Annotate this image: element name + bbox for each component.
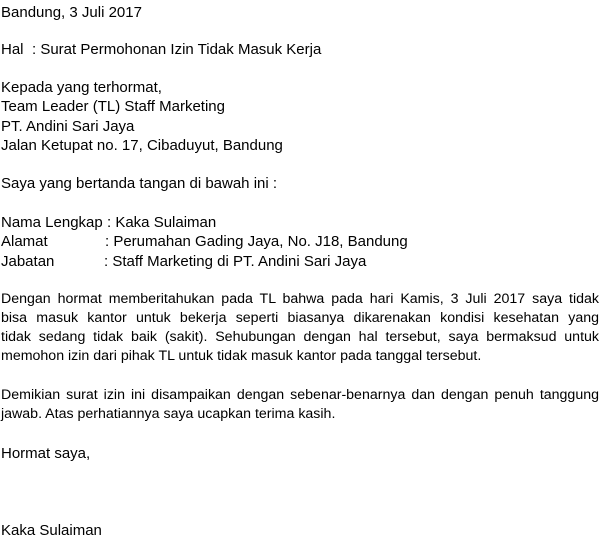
- body-paragraph-2-line: jawab. Atas perhatiannya saya ucapkan terima kasih.: [1, 406, 336, 422]
- identity-row-position: [1, 252, 367, 271]
- identity-row-name: [1, 213, 217, 232]
- address-value: : Perumahan Gading Jaya, No. J18, Bandung: [105, 233, 408, 250]
- recipient-title: Team Leader (TL) Staff Marketing: [1, 98, 225, 115]
- body-paragraph-1-line: Dengan hormat memberitahukan pada TL bahwa pada hari Kamis, 3 Juli 2017 saya tidak: [1, 291, 599, 307]
- address-label: Alamat: [1, 233, 48, 250]
- closing-line: Hormat saya,: [1, 445, 91, 462]
- position-label: Jabatan: [1, 253, 55, 270]
- signature-name: Kaka Sulaiman: [1, 522, 102, 539]
- intro-line: Saya yang bertanda tangan di bawah ini :: [1, 175, 278, 192]
- body-paragraph-1-line: tidak sedang tidak baik (sakit). Sehubungan dengan hal tersebut, saya bermaksud untuk: [1, 329, 599, 345]
- place-date: Bandung, 3 Juli 2017: [1, 4, 142, 21]
- body-paragraph-2: [1, 386, 599, 424]
- recipient-greeting: Kepada yang terhormat,: [1, 79, 162, 96]
- name-label: Nama Lengkap: [1, 214, 103, 231]
- subject-label: Hal: [1, 41, 24, 58]
- body-paragraph-1: [1, 290, 599, 366]
- body-paragraph-1-line: memohon izin dari pihak TL untuk tidak masuk kantor pada tanggal tersebut.: [1, 348, 482, 364]
- subject-text: : Surat Permohonan Izin Tidak Masuk Kerja: [32, 41, 322, 58]
- identity-row-address: [1, 232, 408, 251]
- subject-line: [1, 40, 322, 59]
- body-paragraph-1-line: bisa masuk kantor untuk bekerja seperti biasanya dikarenakan kondisi kesehatan yang: [1, 310, 599, 326]
- name-value: : Kaka Sulaiman: [107, 214, 217, 231]
- recipient-company: PT. Andini Sari Jaya: [1, 118, 135, 135]
- position-value: : Staff Marketing di PT. Andini Sari Jaya: [104, 253, 367, 270]
- recipient-address: Jalan Ketupat no. 17, Cibaduyut, Bandung: [1, 137, 283, 154]
- body-paragraph-2-line: Demikian surat izin ini disampaikan dengan sebenar-benarnya dan dengan penuh tanggung: [1, 387, 599, 403]
